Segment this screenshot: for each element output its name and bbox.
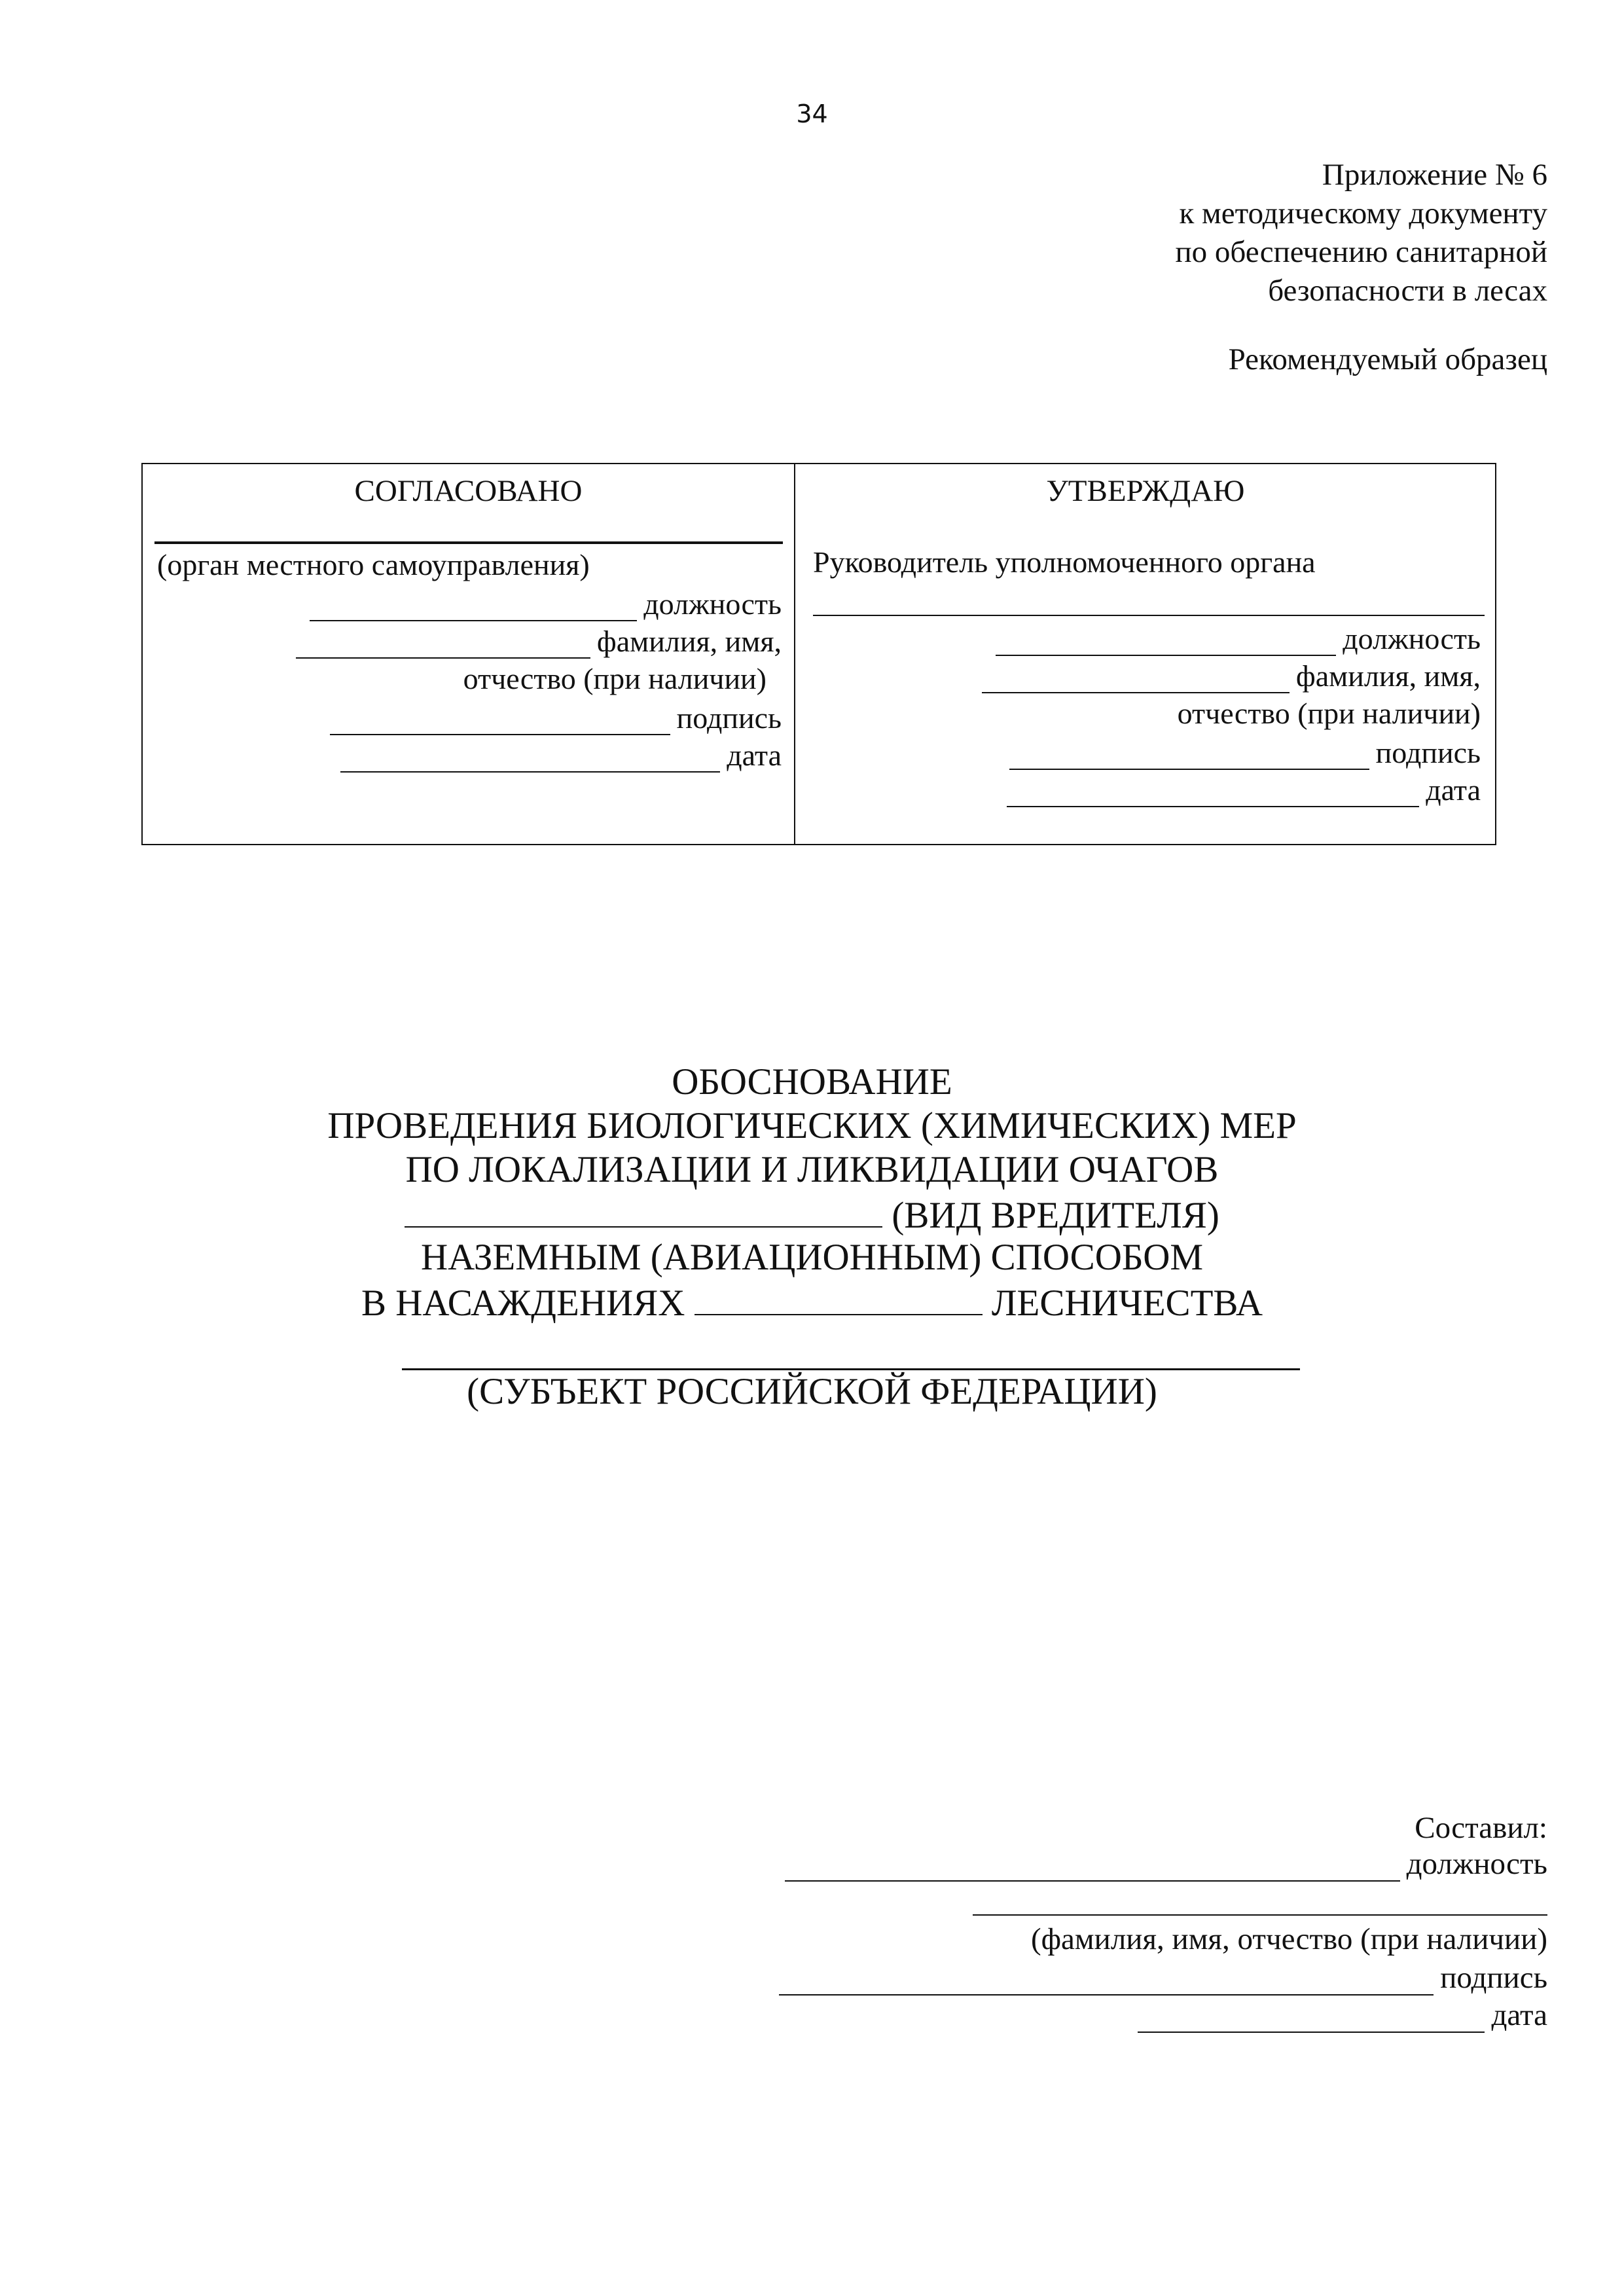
agreed-signature-blank[interactable] (330, 708, 670, 735)
agreed-heading: СОГЛАСОВАНО (354, 474, 583, 508)
composed-position-blank[interactable] (785, 1854, 1400, 1882)
agreed-date-field[interactable] (340, 738, 782, 773)
head-caption: Руководитель уполномоченного органа (813, 545, 1316, 579)
approve-signature-field[interactable] (1009, 735, 1481, 770)
approve-date-label: дата (1426, 773, 1481, 807)
composed-date-field[interactable] (1138, 1997, 1547, 2033)
title-line-5: НАЗЕМНЫМ (АВИАЦИОННЫМ) СПОСОБОМ (420, 1237, 1204, 1278)
sample-label: Рекомендуемый образец (1228, 342, 1547, 376)
agreed-date-blank[interactable] (340, 745, 720, 773)
title-line-1: ОБОСНОВАНИЕ (672, 1061, 952, 1102)
pest-type-blank[interactable] (405, 1194, 882, 1228)
appendix-line-3: по обеспечению санитарной (1175, 235, 1547, 269)
composed-by-label: Составил: (1415, 1811, 1547, 1845)
agreed-date-label: дата (727, 738, 782, 772)
org-caption: (орган местного самоуправления) (157, 548, 590, 581)
approve-name-field[interactable] (982, 659, 1481, 693)
plantations-label: В НАСАЖДЕНИЯХ (361, 1283, 685, 1324)
title-line-2: ПРОВЕДЕНИЯ БИОЛОГИЧЕСКИХ (ХИМИЧЕСКИХ) МЕР (327, 1105, 1297, 1146)
table-column-divider (794, 464, 795, 844)
title-line-6 (0, 1281, 1624, 1324)
approve-name-label-1: фамилия, имя, (1295, 659, 1481, 693)
appendix-line-2: к методическому документу (1179, 196, 1547, 230)
title-line-3: ПО ЛОКАЛИЗАЦИИ И ЛИКВИДАЦИИ ОЧАГОВ (405, 1149, 1219, 1190)
org-name-line[interactable] (154, 541, 783, 544)
agreed-name-label-2: отчество (при наличии) (463, 662, 767, 695)
agreed-signature-field[interactable] (330, 701, 782, 735)
composed-signature-blank[interactable] (779, 1968, 1434, 1995)
agreed-position-label: должность (643, 587, 782, 621)
page-number: 34 (796, 100, 828, 128)
approve-position-blank[interactable] (996, 629, 1336, 656)
approve-signature-blank[interactable] (1009, 742, 1369, 770)
appendix-line-1: Приложение № 6 (1322, 158, 1547, 192)
composed-date-label: дата (1491, 1998, 1547, 2032)
composed-position-field[interactable] (785, 1846, 1547, 1882)
authority-name-line[interactable] (813, 615, 1485, 616)
title-line-7: (СУБЪЕКТ РОССИЙСКОЙ ФЕДЕРАЦИИ) (467, 1371, 1157, 1412)
approval-table (141, 463, 1496, 845)
approve-position-field[interactable] (996, 621, 1481, 656)
approve-signature-label: подпись (1375, 736, 1481, 769)
approve-date-field[interactable] (1007, 773, 1481, 807)
composed-name-label: (фамилия, имя, отчество (при наличии) (1030, 1922, 1547, 1956)
composed-signature-label: подпись (1440, 1961, 1547, 1995)
federal-subject-blank[interactable] (402, 1368, 1300, 1370)
approve-position-label: должность (1343, 622, 1481, 655)
approve-name-label-2: отчество (при наличии) (1177, 697, 1481, 730)
composed-name-blank[interactable] (973, 1914, 1547, 1916)
approve-name-blank[interactable] (982, 666, 1290, 693)
forestry-label: ЛЕСНИЧЕСТВА (991, 1283, 1263, 1324)
appendix-line-4: безопасности в лесах (1268, 274, 1547, 308)
agreed-name-blank[interactable] (296, 631, 590, 659)
agreed-position-field[interactable] (310, 587, 782, 621)
agreed-name-field[interactable] (296, 624, 782, 659)
composed-date-blank[interactable] (1138, 2005, 1485, 2033)
forestry-blank[interactable] (695, 1281, 983, 1315)
appendix-header (1176, 156, 1547, 310)
composed-signature-field[interactable] (779, 1960, 1547, 1995)
agreed-name-label-1: фамилия, имя, (596, 625, 782, 658)
agreed-signature-label: подпись (676, 701, 782, 735)
agreed-position-blank[interactable] (310, 594, 637, 621)
title-line-4 (0, 1194, 1624, 1236)
approve-date-blank[interactable] (1007, 780, 1419, 807)
approve-heading: УТВЕРЖДАЮ (1046, 474, 1245, 508)
pest-type-label: (ВИД ВРЕДИТЕЛЯ) (892, 1195, 1219, 1236)
composed-position-label: должность (1406, 1847, 1547, 1881)
